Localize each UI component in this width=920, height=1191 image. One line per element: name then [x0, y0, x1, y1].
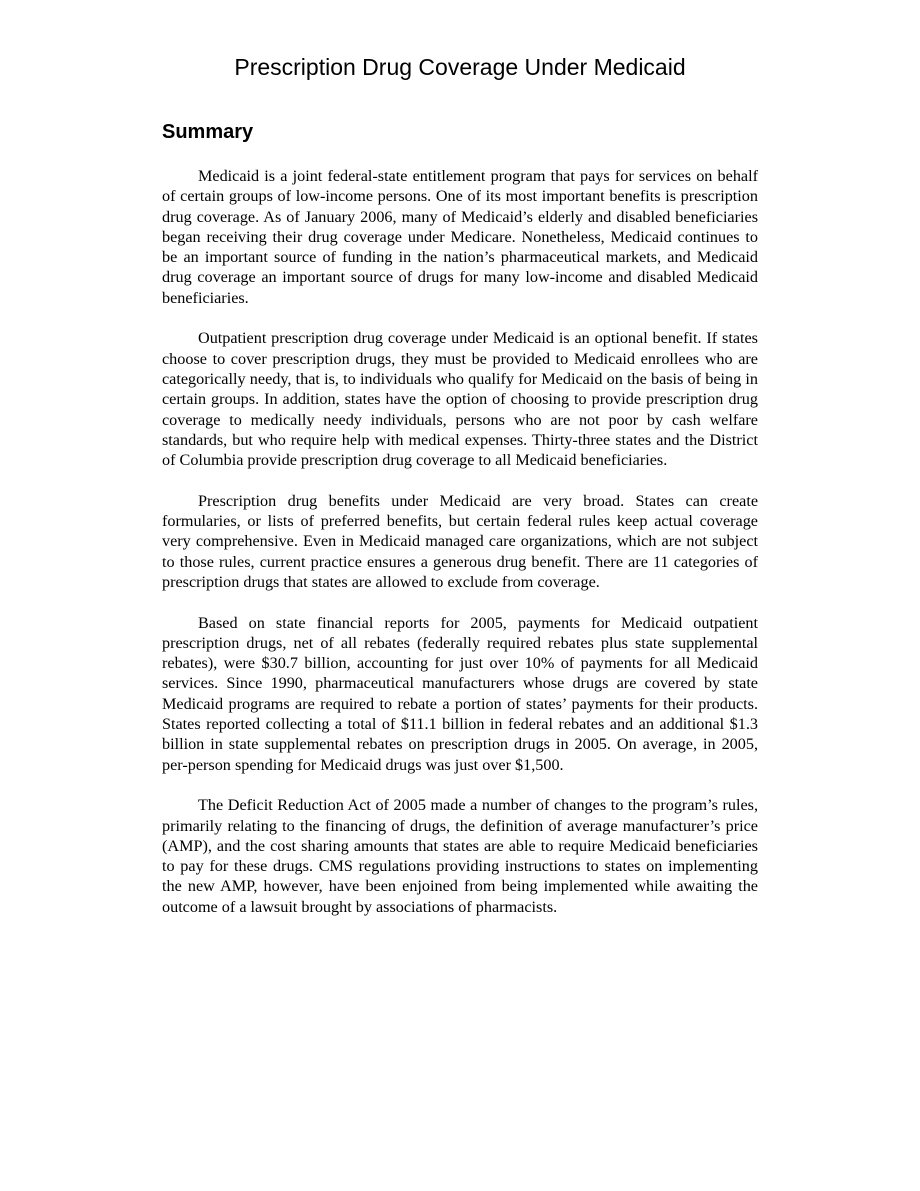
- paragraph-5: The Deficit Reduction Act of 2005 made a number of changes to the program’s rules, primarily relating to the financing of drugs, the definition of average manufacturer’s price (AMP), and the cost sharing amounts that states are able to require Medicaid beneficiaries to pay for these drugs. CMS regulations providing instructions to states on implementing the new AMP, however, have been enjoined from being implemented while awaiting the outcome of a lawsuit brought by associations of pharmacists.: [162, 796, 758, 916]
- paragraph-1: Medicaid is a joint federal-state entitlement program that pays for services on behalf of certain groups of low-income persons. One of its most important benefits is prescription drug coverage. As of January 2006, many of Medicaid’s elderly and disabled beneficiaries began receiving their drug coverage under Medicare. Nonetheless, Medicaid continues to be an important source of funding in the nation’s pharmaceutical markets, and Medicaid drug coverage an important source of drugs for many low-income and disabled Medicaid beneficiaries.: [162, 167, 758, 307]
- paragraph-4: Based on state financial reports for 2005, payments for Medicaid outpatient prescription drugs, net of all rebates (federally required rebates plus state supplemental rebates), were $30.7 billion, accounting for just over 10% of payments for all Medicaid services. Since 1990, pharmaceutical manufacturers whose drugs are covered by state Medicaid programs are required to rebate a portion of states’ payments for their products. States reported collecting a total of $11.1 billion in federal rebates and an additional $1.3 billion in state supplemental rebates on prescription drugs in 2005. On average, in 2005, per-person spending for Medicaid drugs was just over $1,500.: [162, 613, 758, 774]
- page-title: Prescription Drug Coverage Under Medicaid: [234, 54, 686, 80]
- summary-body: [162, 166, 758, 937]
- paragraph-3: Prescription drug benefits under Medicaid are very broad. States can create formularies, or lists of preferred benefits, but certain federal rules keep actual coverage very comprehensive. Even in Medicaid managed care organizations, which are not subject to those rules, current practice ensures a generous drug benefit. There are 11 categories of prescription drugs that states are allowed to exclude from coverage.: [162, 491, 758, 591]
- section-heading-summary: Summary: [162, 121, 254, 143]
- paragraph-2: Outpatient prescription drug coverage under Medicaid is an optional benefit. If states choose to cover prescription drugs, they must be provided to Medicaid enrollees who are categorically needy, that is, to individuals who qualify for Medicaid on the basis of being in certain groups. In addition, states have the option of choosing to provide prescription drug coverage to medically needy individuals, persons who are not poor by cash welfare standards, but who require help with medical expenses. Thirty-three states and the District of Columbia provide prescription drug coverage to all Medicaid beneficiaries.: [162, 329, 758, 470]
